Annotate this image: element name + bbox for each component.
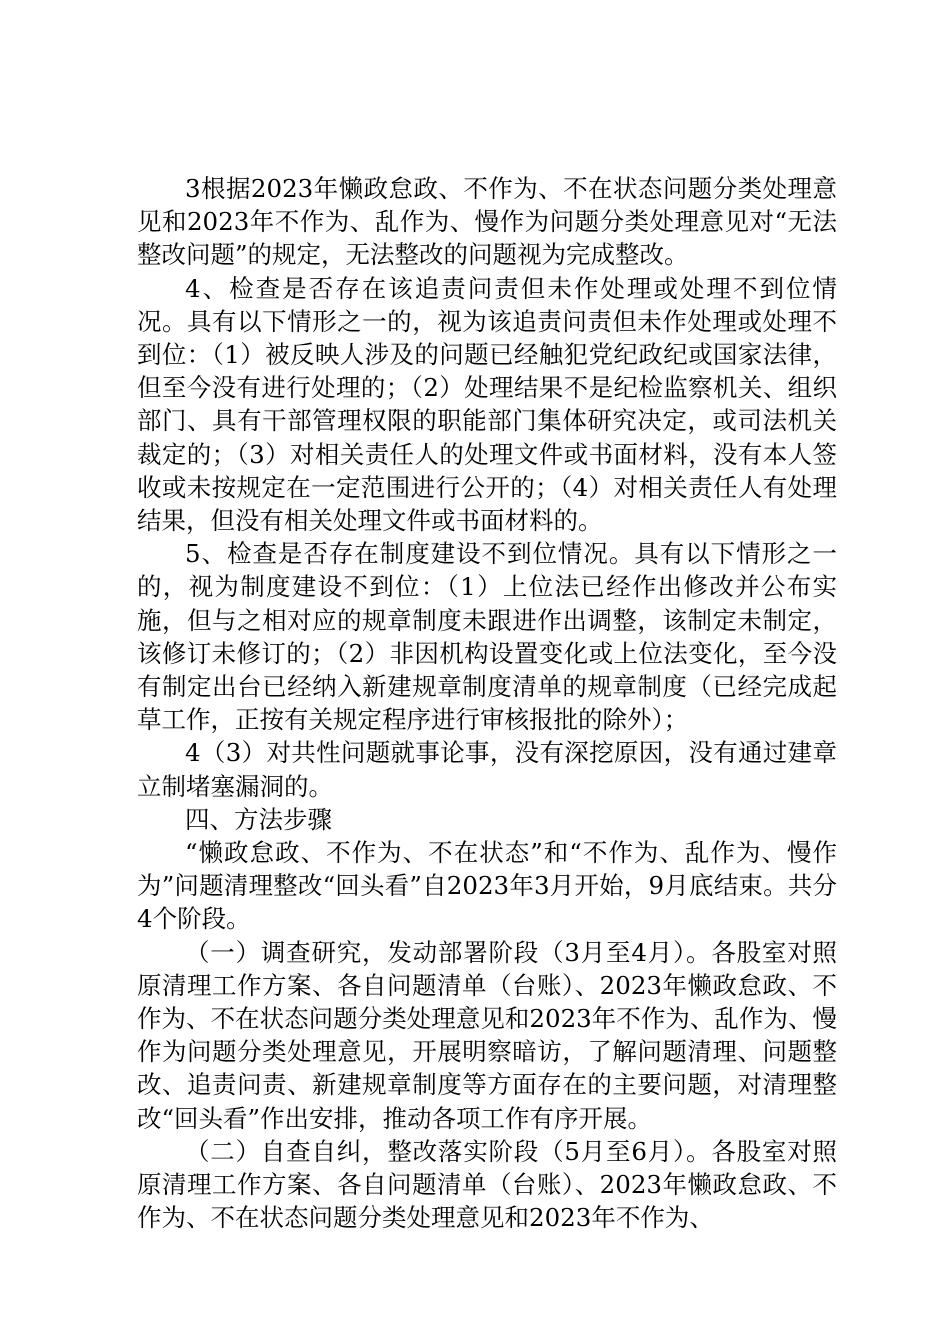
paragraph-item3-conclusion: 3根据2023年懒政怠政、不作为、不在状态问题分类处理意见和2023年不作为、乱作为、慢作为问题分类处理意见对“无法整改问题”的规定，无法整改的问题视为完成整改。 bbox=[137, 174, 837, 270]
paragraph-item4-accountability: 4、检查是否存在该追责问责但未作处理或处理不到位情况。具有以下情形之一的，视为该追责问责但未作处理或处理不到位：（1）被反映人涉及的问题已经触犯党纪政纪或国家法律，但至今没有进行处理的；（2）处理结果不是纪检监察机关、组织部门、具有干部管理权限的职能部门集体研究决定，或司法机关裁定的；（3）对相关责任人的处理文件或书面材料，没有本人签收或未按规定在一定范围进行公开的；（4）对相关责任人有处理结果，但没有相关处理文件或书面材料的。 bbox=[137, 273, 837, 536]
paragraph-item5-system-building: 5、检查是否存在制度建设不到位情况。具有以下情形之一的，视为制度建设不到位：（1）上位法已经作出修改并公布实施，但与之相对应的规章制度未跟进作出调整，该制定未制定，该修订未修订的；（2）非因机构设置变化或上位法变化，至今没有制定出台已经纳入新建规章制度清单的规章制度（已经完成起草工作，正按有关规定程序进行审核报批的除外）； bbox=[137, 539, 837, 735]
document-page bbox=[137, 172, 837, 1235]
paragraph-methods-intro: “懒政怠政、不作为、不在状态”和“不作为、乱作为、慢作为”问题清理整改“回头看”自2023年3月开始，9月底结束。共分4个阶段。 bbox=[137, 838, 837, 934]
section-heading-methods: 四、方法步骤 bbox=[185, 804, 332, 834]
paragraph-stage-2: （二）自查自纠，整改落实阶段（5月至6月）。各股室对照原清理工作方案、各自问题清单（台账）、2023年懒政怠政、不作为、不在状态问题分类处理意见和2023年不作为、 bbox=[137, 1136, 837, 1233]
paragraph-stage-1: （一）调查研究，发动部署阶段（3月至4月）。各股室对照原清理工作方案、各自问题清单（台账）、2023年懒政怠政、不作为、不在状态问题分类处理意见和2023年不作为、乱作为、慢作为问题分类处理意见，开展明察暗访，了解问题清理、问题整改、追责问责、新建规章制度等方面存在的主要问题，对清理整改“回头看”作出安排，推动各项工作有序开展。 bbox=[137, 937, 837, 1133]
paragraph-item5-subitem3: 4（3）对共性问题就事论事，没有深挖原因，没有通过建章立制堵塞漏洞的。 bbox=[137, 738, 837, 801]
